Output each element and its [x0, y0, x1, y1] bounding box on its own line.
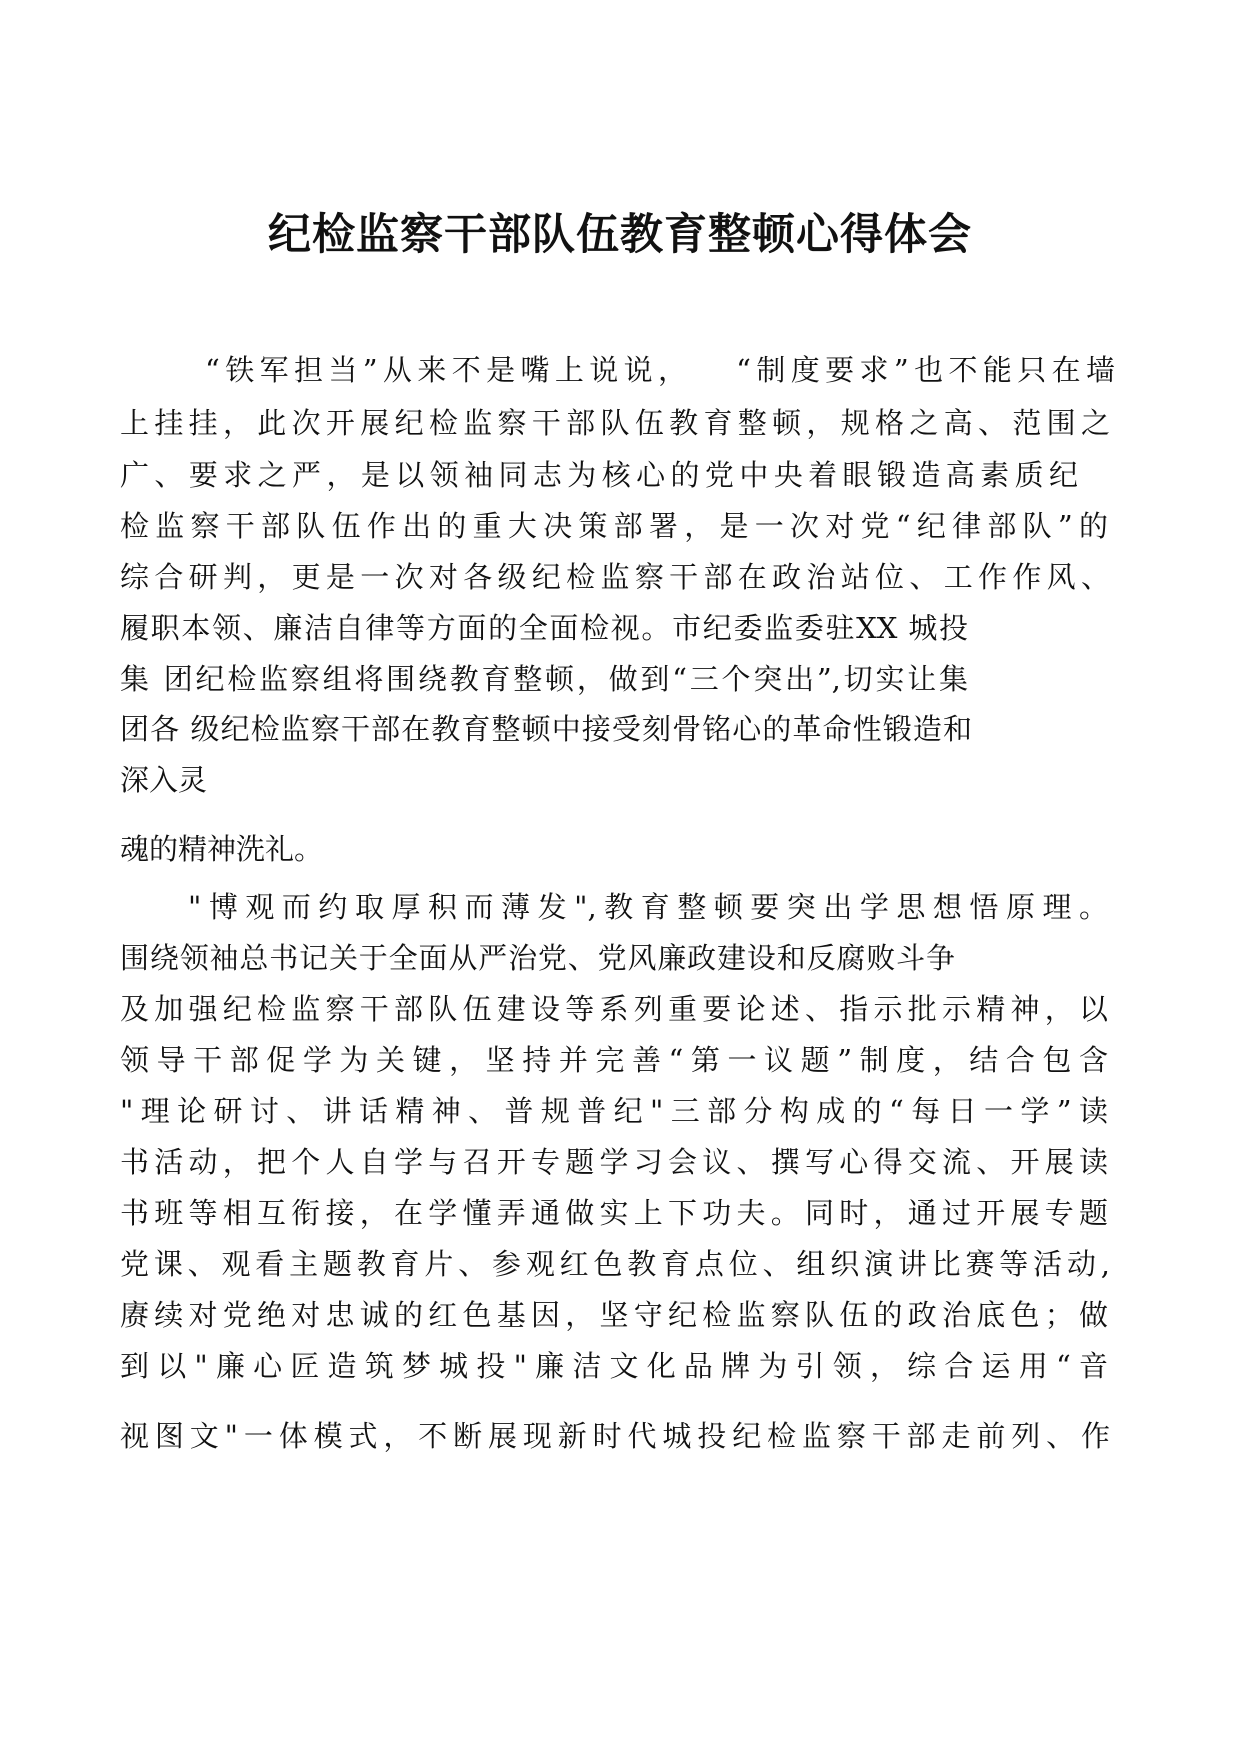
paragraph-1-line-3: 广、要求之严，是以领袖同志为核心的党中央着眼锻造高素质纪 [120, 458, 1078, 492]
paragraph-2-line-5: "理论研讨、讲话精神、普规普纪"三部分构成的“每日一学”读 [120, 1094, 1108, 1128]
paragraph-2-line-8: 党课、观看主题教育片、参观红色教育点位、组织演讲比赛等活动, [120, 1247, 1110, 1281]
paragraph-2-line-9: 赓续对党绝对忠诚的红色基因，坚守纪检监察队伍的政治底色；做 [120, 1298, 1108, 1332]
paragraph-2-line-10: 到以"廉心匠造筑梦城投"廉洁文化品牌为引领，综合运用“音 [120, 1349, 1108, 1383]
paragraph-2-line-3: 及加强纪检监察干部队伍建设等系列重要论述、指示批示精神，以 [120, 992, 1108, 1026]
paragraph-2-line-2: 围绕领袖总书记关于全面从严治党、党风廉政建设和反腐败斗争 [120, 941, 955, 975]
paragraph-2-line-4: 领导干部促学为关键，坚持并完善“第一议题”制度，结合包含 [120, 1043, 1108, 1077]
paragraph-1-line-8: 团各 级纪检监察干部在教育整顿中接受刻骨铭心的革命性锻造和 [120, 712, 972, 746]
paragraph-1-line-9: 深入灵 [120, 763, 208, 797]
document-title: 纪检监察干部队伍教育整顿心得体会 [268, 210, 972, 260]
paragraph-1-line-4: 检监察干部队伍作出的重大决策部署，是一次对党“纪律部队”的 [120, 509, 1108, 543]
paragraph-2-line-6: 书活动，把个人自学与召开专题学习会议、撰写心得交流、开展读 [120, 1145, 1108, 1179]
paragraph-1-line-6: 履职本领、廉洁自律等方面的全面检视。市纪委监委驻XX 城投 [120, 611, 968, 645]
paragraph-1-line-10: 魂的精神洗礼。 [120, 832, 324, 866]
paragraph-2-line-11: 视图文"一体模式，不断展现新时代城投纪检监察干部走前列、作 [120, 1419, 1110, 1453]
paragraph-1-line-7: 集 团纪检监察组将围绕教育整顿，做到“三个突出”,切实让集 [120, 662, 968, 696]
paragraph-1-line-2: 上挂挂，此次开展纪检监察干部队伍教育整顿，规格之高、范围之 [120, 406, 1110, 440]
paragraph-2-line-7: 书班等相互衔接，在学懂弄通做实上下功夫。同时，通过开展专题 [120, 1196, 1108, 1230]
paragraph-1-line-5: 综合研判，更是一次对各级纪检监察干部在政治站位、工作作风、 [120, 560, 1110, 594]
paragraph-1-line-1: “铁军担当”从来不是嘴上说说， “制度要求”也不能只在墙 [205, 353, 1115, 387]
paragraph-2-line-1: "博观而约取厚积而薄发",教育整顿要突出学思想悟原理。 [188, 890, 1108, 924]
